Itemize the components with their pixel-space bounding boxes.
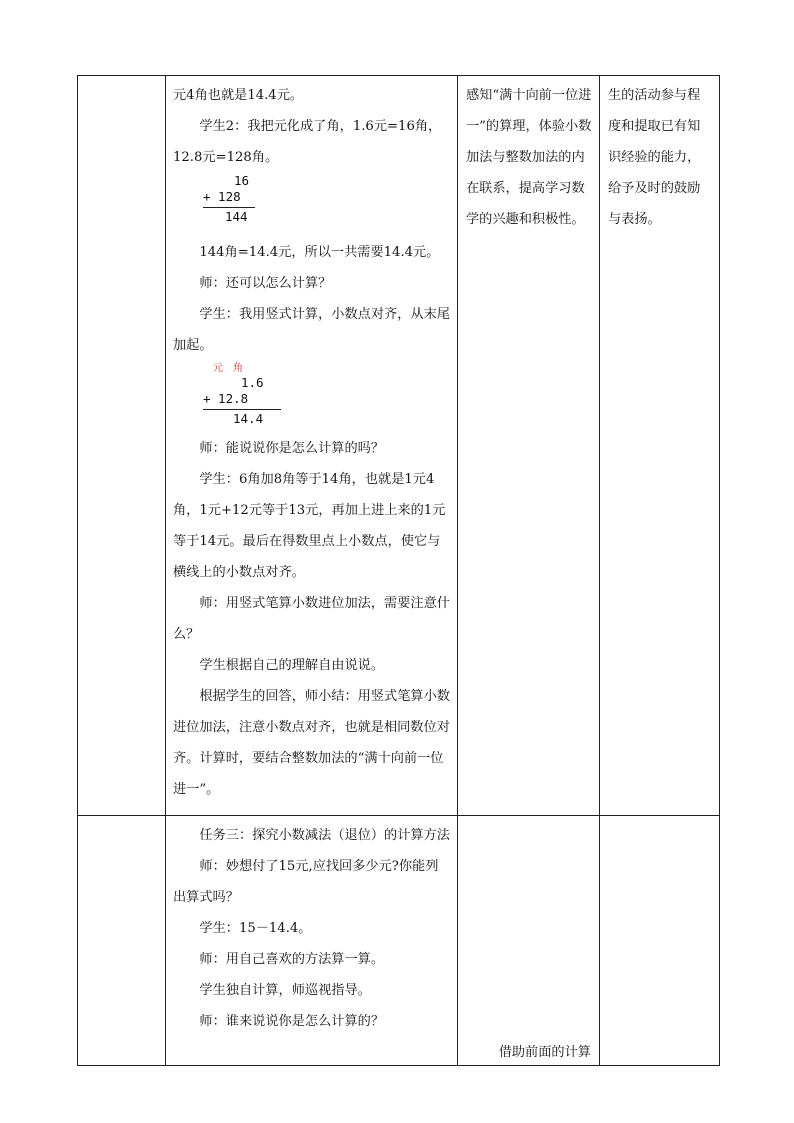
paragraph: 元4角也就是14.4元。 xyxy=(173,88,304,103)
activity-cell xyxy=(166,816,458,1066)
calc-top: 16 xyxy=(234,173,250,188)
paragraph: 学生独自计算，师巡视指导。 xyxy=(199,983,371,998)
calc-rule xyxy=(203,409,281,410)
paragraph: 学生2：我把元化成了角，1.6元=16角，12.8元=128角。 xyxy=(173,119,442,165)
evaluation-text: 生的活动参与程度和提取已有知识经验的能力，给予及时的鼓励与表扬。 xyxy=(608,88,701,227)
design-intent-text: 感知“满十向前一位进一”的算理，体验小数加法与整数加法的内在联系，提高学习数学的兴趣和积极性。 xyxy=(466,88,592,227)
calc-top: 1.6 xyxy=(241,375,264,390)
calc-mid: + 128 xyxy=(203,189,241,204)
lesson-plan-table xyxy=(77,75,720,1066)
paragraph: 任务三：探究小数减法（退位）的计算方法 xyxy=(199,828,450,843)
calc-mid: + 12.8 xyxy=(203,391,249,406)
table-row xyxy=(78,816,720,1066)
unit-yuan: 元 xyxy=(213,363,223,374)
paragraph: 144角=14.4元，所以一共需要14.4元。 xyxy=(199,245,440,260)
paragraph: 师：谁来说说你是怎么计算的？ xyxy=(199,1014,385,1029)
paragraph: 师：用自己喜欢的方法算一算。 xyxy=(199,952,385,967)
paragraph: 学生：我用竖式计算，小数点对齐，从末尾加起。 xyxy=(173,307,450,353)
stage-cell xyxy=(78,816,166,1066)
paragraph: 师：妙想付了15元,应找回多少元?你能列出算式吗？ xyxy=(173,859,439,905)
unit-jiao: 角 xyxy=(233,363,243,374)
stage-cell xyxy=(78,76,166,816)
table-row xyxy=(78,76,720,816)
paragraph: 学生：15－14.4。 xyxy=(199,921,312,936)
paragraph: 师：用竖式笔算小数进位加法，需要注意什么？ xyxy=(173,596,450,642)
design-intent-text: 借助前面的计算 xyxy=(498,1045,591,1060)
evaluation-cell xyxy=(600,816,720,1066)
design-intent-cell xyxy=(458,76,600,816)
calc-rule xyxy=(203,207,255,208)
paragraph: 师：能说说你是怎么计算的吗？ xyxy=(199,441,385,456)
paragraph: 学生根据自己的理解自由说说。 xyxy=(199,658,385,673)
design-intent-cell xyxy=(458,816,600,1066)
paragraph: 学生：6角加8角等于14角，也就是1元4角，1元+12元等于13元，再加上进上来的1元等于14元。最后在得数里点上小数点，使它与横线上的小数点对齐。 xyxy=(173,472,446,580)
calc-bottom: 144 xyxy=(225,209,248,224)
calc-bottom: 14.4 xyxy=(233,411,264,426)
paragraph: 根据学生的回答，师小结：用竖式笔算小数进位加法，注意小数点对齐，也就是相同数位对齐。计算时，要结合整数加法的“满十向前一位进一”。 xyxy=(173,689,450,797)
vertical-calculation-1 xyxy=(173,173,451,237)
paragraph: 师：还可以怎么计算？ xyxy=(199,276,332,291)
vertical-calculation-2 xyxy=(173,361,451,433)
activity-cell xyxy=(166,76,458,816)
evaluation-cell xyxy=(600,76,720,816)
